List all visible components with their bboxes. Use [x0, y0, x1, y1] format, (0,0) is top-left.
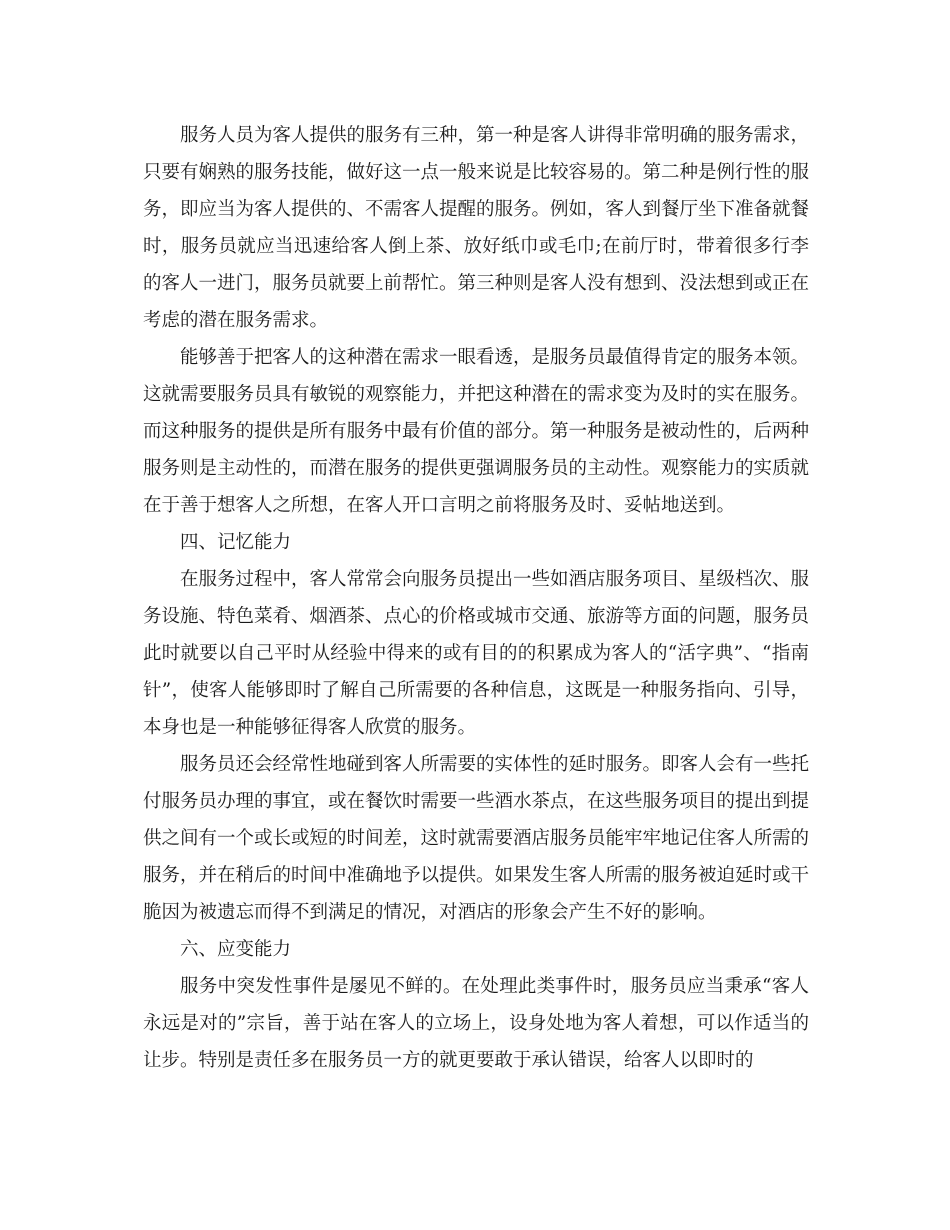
paragraph-observation-ability: 能够善于把客人的这种潜在需求一眼看透，是服务员最值得肯定的服务本领。这就需要服务员具有敏锐的观察能力，并把这种潜在的需求变为及时的实在服务。而这种服务的提供是所有服务中最有价值的部分。第一种服务是被动性的，后两种服务则是主动性的，而潜在服务的提供更强调服务员的主动性。观察能力的实质就在于善于想客人之所想，在客人开口言明之前将服务及时、妥帖地送到。	[143, 347, 810, 516]
paragraph-memory-delayed-service: 服务员还会经常性地碰到客人所需要的实体性的延时服务。即客人会有一些托付服务员办理的事宜，或在餐饮时需要一些酒水茶点，在这些服务项目的提出到提供之间有一个或长或短的时间差，这时就需要酒店服务员能牢牢地记住客人所需的服务，并在稍后的时间中准确地予以提供。如果发生客人所需的服务被迫延时或干脆因为被遗忘而得不到满足的情况，对酒店的形象会产生不好的影响。	[143, 754, 810, 923]
document-body	[143, 117, 809, 1079]
paragraph-adaptability: 服务中突发性事件是屡见不鲜的。在处理此类事件时，服务员应当秉承“客人永远是对的”宗旨，善于站在客人的立场上，设身处地为客人着想，可以作适当的让步。特别是责任多在服务员一方的就更要敢于承认错误，给客人以即时的	[143, 976, 809, 1071]
paragraph-service-types: 服务人员为客人提供的服务有三种，第一种是客人讲得非常明确的服务需求，只要有娴熟的服务技能，做好这一点一般来说是比较容易的。第二种是例行性的服务，即应当为客人提供的、不需客人提醒的服务。例如，客人到餐厅坐下准备就餐时，服务员就应当迅速给客人倒上茶、放好纸巾或毛巾;在前厅时，带着很多行李的客人一进门，服务员就要上前帮忙。第三种则是客人没有想到、没法想到或正在考虑的潜在服务需求。	[143, 125, 810, 331]
paragraph-memory-info: 在服务过程中，客人常常会向服务员提出一些如酒店服务项目、星级档次、服务设施、特色菜肴、烟酒茶、点心的价格或城市交通、旅游等方面的问题，服务员此时就要以自己平时从经验中得来的或有目的的积累成为客人的“活字典”、“指南针”，使客人能够即时了解自己所需要的各种信息，这既是一种服务指向、引导，本身也是一种能够征得客人欣赏的服务。	[143, 569, 810, 738]
section-heading-memory: 四、记忆能力	[180, 532, 292, 553]
section-heading-adaptability: 六、应变能力	[180, 939, 292, 960]
